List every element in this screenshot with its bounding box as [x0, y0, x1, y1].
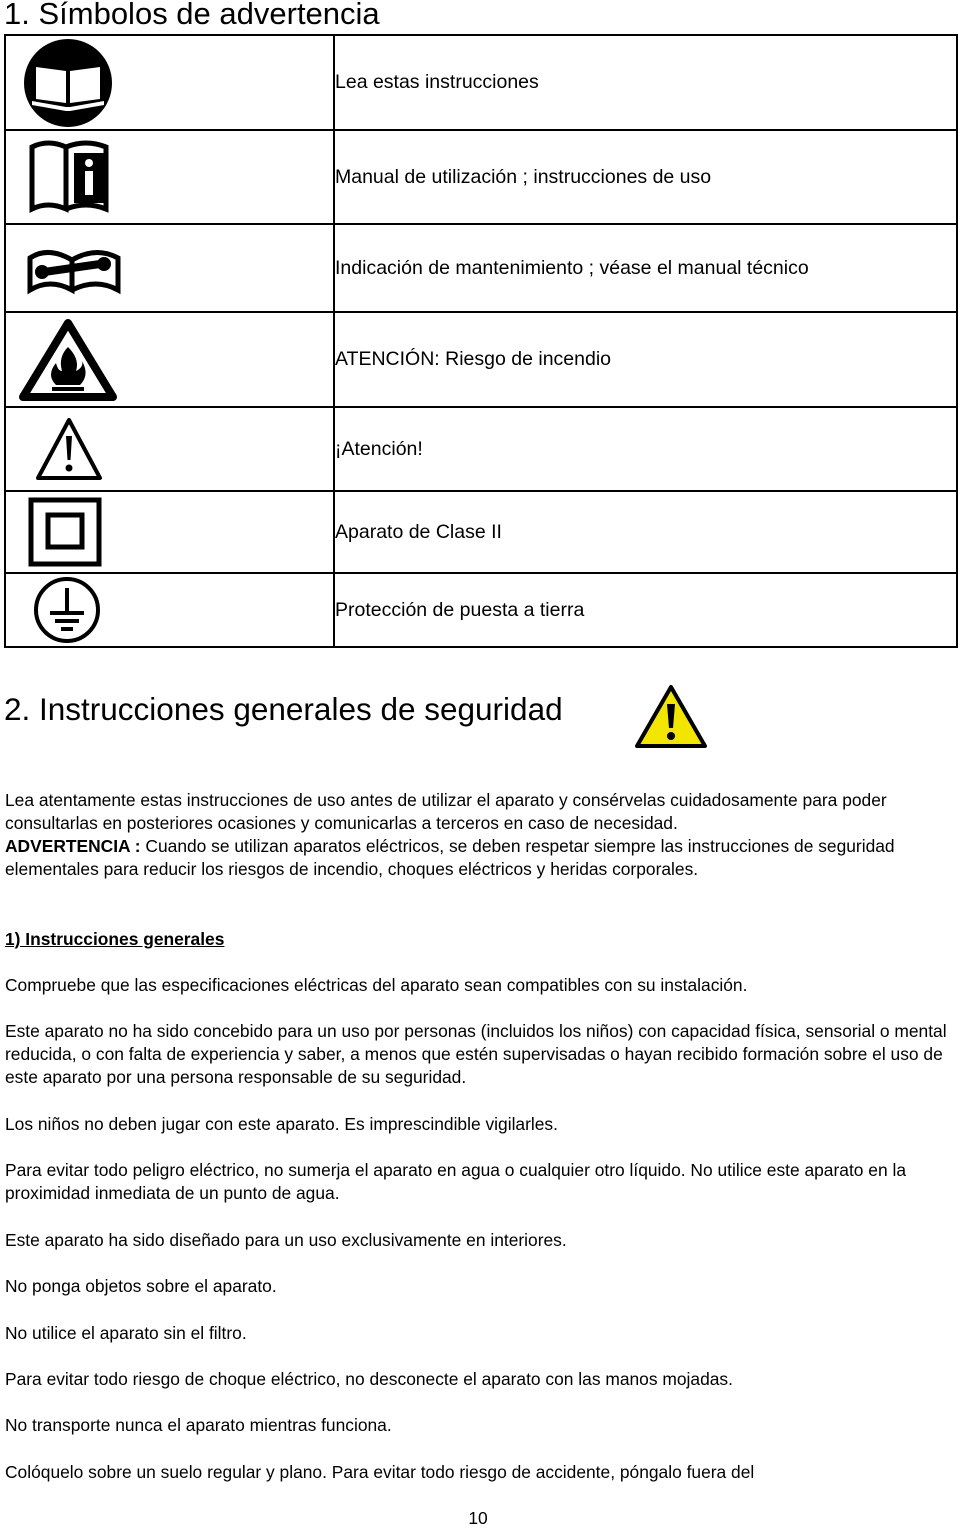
read-instructions-book-icon	[18, 37, 128, 129]
maintenance-wrench-book-icon	[26, 238, 126, 298]
symbol-row	[5, 312, 957, 407]
paragraph: Este aparato ha sido diseñado para un uso exclusivamente en interiores.	[5, 1230, 567, 1250]
symbol-row	[5, 573, 957, 647]
section-title-safety-wrapper	[4, 684, 724, 754]
symbol-label: Lea estas instrucciones	[334, 35, 957, 130]
symbol-row	[5, 491, 957, 573]
warning-symbols-table	[4, 34, 958, 648]
class-ii-double-square-icon	[28, 497, 104, 567]
section-title-safety: 2. Instrucciones generales de seguridad	[4, 691, 563, 727]
intro-text: Lea atentamente estas instrucciones de uso antes de utilizar el aparato y consérvelas cuidadosamente para poder consultarlas en posteriores ocasiones y comunicarlas a terceros en caso de necesidad.	[5, 790, 887, 833]
intro-paragraph	[5, 789, 955, 881]
paragraph: Este aparato no ha sido concebido para un uso por personas (incluidos los niños) con capacidad física, sensorial o mental reducida, o con falta de experiencia y saber, a menos que estén supervisadas o hayan recibido formación sobre el uso de este aparato por una persona responsable de su seguridad.	[5, 1021, 947, 1087]
paragraph: No utilice el aparato sin el filtro.	[5, 1323, 247, 1343]
symbol-row	[5, 35, 957, 130]
page-number: 10	[468, 1508, 488, 1528]
symbol-label: Protección de puesta a tierra	[334, 573, 957, 647]
symbol-label: ATENCIÓN: Riesgo de incendio	[334, 312, 957, 407]
symbol-row	[5, 407, 957, 491]
paragraph: Colóquelo sobre un suelo regular y plano. Para evitar todo riesgo de accidente, póngalo fuera del	[5, 1462, 755, 1482]
symbol-label: Manual de utilización ; instrucciones de uso	[334, 130, 957, 224]
paragraph: No ponga objetos sobre el aparato.	[5, 1276, 277, 1296]
protective-earth-icon	[32, 576, 102, 644]
symbol-row	[5, 224, 957, 312]
symbol-label: ¡Atención!	[334, 407, 957, 491]
manual-info-book-icon	[28, 137, 138, 217]
paragraph: Los niños no deben jugar con este aparato. Es imprescindible vigilarles.	[5, 1114, 558, 1134]
symbol-label: Indicación de mantenimiento ; véase el manual técnico	[334, 224, 957, 312]
paragraph: Compruebe que las especificaciones eléctricas del aparato sean compatibles con su instalación.	[5, 975, 748, 995]
paragraph: Para evitar todo riesgo de choque eléctrico, no desconecte el aparato con las manos mojadas.	[5, 1369, 733, 1389]
symbol-label: Aparato de Clase II	[334, 491, 957, 573]
yellow-warning-triangle-icon	[634, 684, 708, 750]
symbol-row	[5, 130, 957, 224]
paragraph: No transporte nunca el aparato mientras funciona.	[5, 1415, 392, 1435]
warning-label: ADVERTENCIA :	[5, 836, 141, 856]
warning-text: Cuando se utilizan aparatos eléctricos, se deben respetar siempre las instrucciones de seguridad elementales para reducir los riesgos de incendio, choques eléctricos y heridas corporales.	[5, 836, 895, 879]
subsection-title: 1) Instrucciones generales	[5, 929, 225, 949]
paragraph: Para evitar todo peligro eléctrico, no sumerja el aparato en agua o cualquier otro líquido. No utilice este aparato en la proximidad inmediata de un punto de agua.	[5, 1160, 906, 1203]
fire-warning-triangle-icon	[18, 317, 118, 403]
section-title-symbols: 1. Símbolos de advertencia	[4, 0, 380, 31]
exclamation-warning-triangle-icon	[34, 416, 104, 482]
